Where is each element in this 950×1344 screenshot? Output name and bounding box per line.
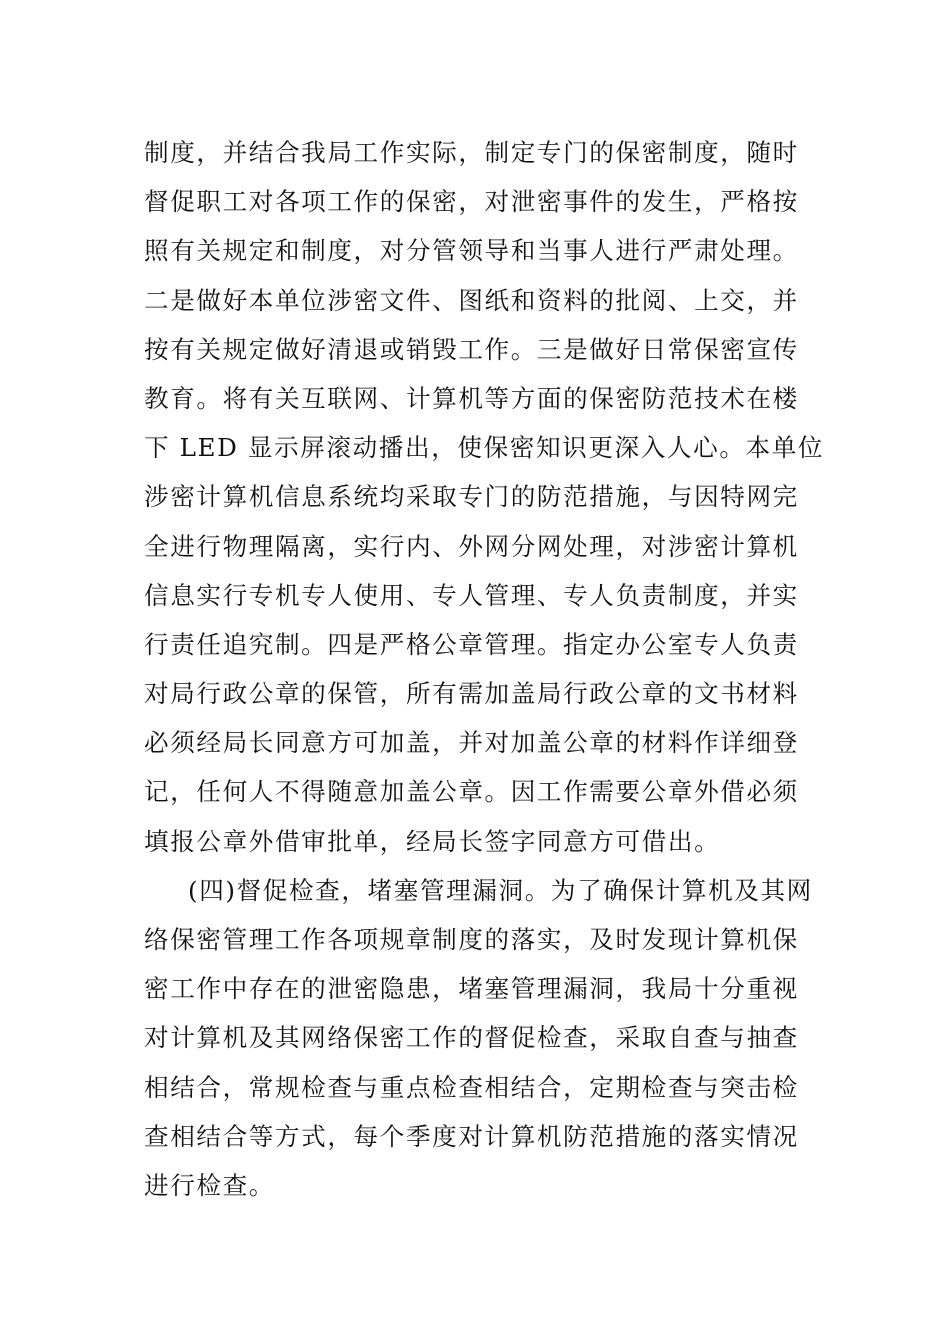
text-line: 下 LED 显示屏滚动播出，使保密知识更深入人心。本单位	[144, 433, 825, 463]
section-heading-line: (四)督促检查，堵塞管理漏洞。为了确保计算机及其网	[188, 875, 813, 905]
text-line: 查相结合等方式，每个季度对计算机防范措施的落实情况	[144, 1121, 799, 1151]
text-line: 信息实行专机专人使用、专人管理、专人负责制度，并实	[144, 580, 799, 610]
text-line: 进行检查。	[144, 1170, 275, 1200]
text-line: 记，任何人不得随意加盖公章。因工作需要公章外借必须	[144, 777, 799, 807]
text-line: 对局行政公章的保管，所有需加盖局行政公章的文书材料	[144, 679, 799, 709]
text-line: 对计算机及其网络保密工作的督促检查，采取自查与抽查	[144, 1023, 799, 1053]
text-line: 督促职工对各项工作的保密，对泄密事件的发生，严格按	[144, 187, 799, 217]
text-line: 全进行物理隔离，实行内、外网分网处理，对涉密计算机	[144, 531, 799, 561]
text-line: 必须经局长同意方可加盖，并对加盖公章的材料作详细登	[144, 728, 799, 758]
text-line: 照有关规定和制度，对分管领导和当事人进行严肃处理。	[144, 236, 799, 266]
text-line: 教育。将有关互联网、计算机等方面的保密防范技术在楼	[144, 383, 799, 413]
text-line: 二是做好本单位涉密文件、图纸和资料的批阅、上交，并	[144, 285, 799, 315]
text-line: 络保密管理工作各项规章制度的落实，及时发现计算机保	[144, 925, 799, 954]
text-line: 相结合，常规检查与重点检查相结合，定期检查与突击检	[144, 1072, 799, 1102]
text-line: 涉密计算机信息系统均采取专门的防范措施，与因特网完	[144, 482, 799, 512]
text-line: 填报公章外借审批单，经局长签字同意方可借出。	[144, 826, 721, 856]
text-line: 按有关规定做好清退或销毁工作。三是做好日常保密宣传	[144, 334, 799, 364]
text-line: 制度，并结合我局工作实际，制定专门的保密制度，随时	[144, 138, 799, 167]
text-line: 密工作中存在的泄密隐患，堵塞管理漏洞，我局十分重视	[144, 974, 799, 1004]
text-line: 行责任追究制。四是严格公章管理。指定办公室专人负责	[144, 629, 799, 659]
document-body	[144, 128, 825, 1210]
